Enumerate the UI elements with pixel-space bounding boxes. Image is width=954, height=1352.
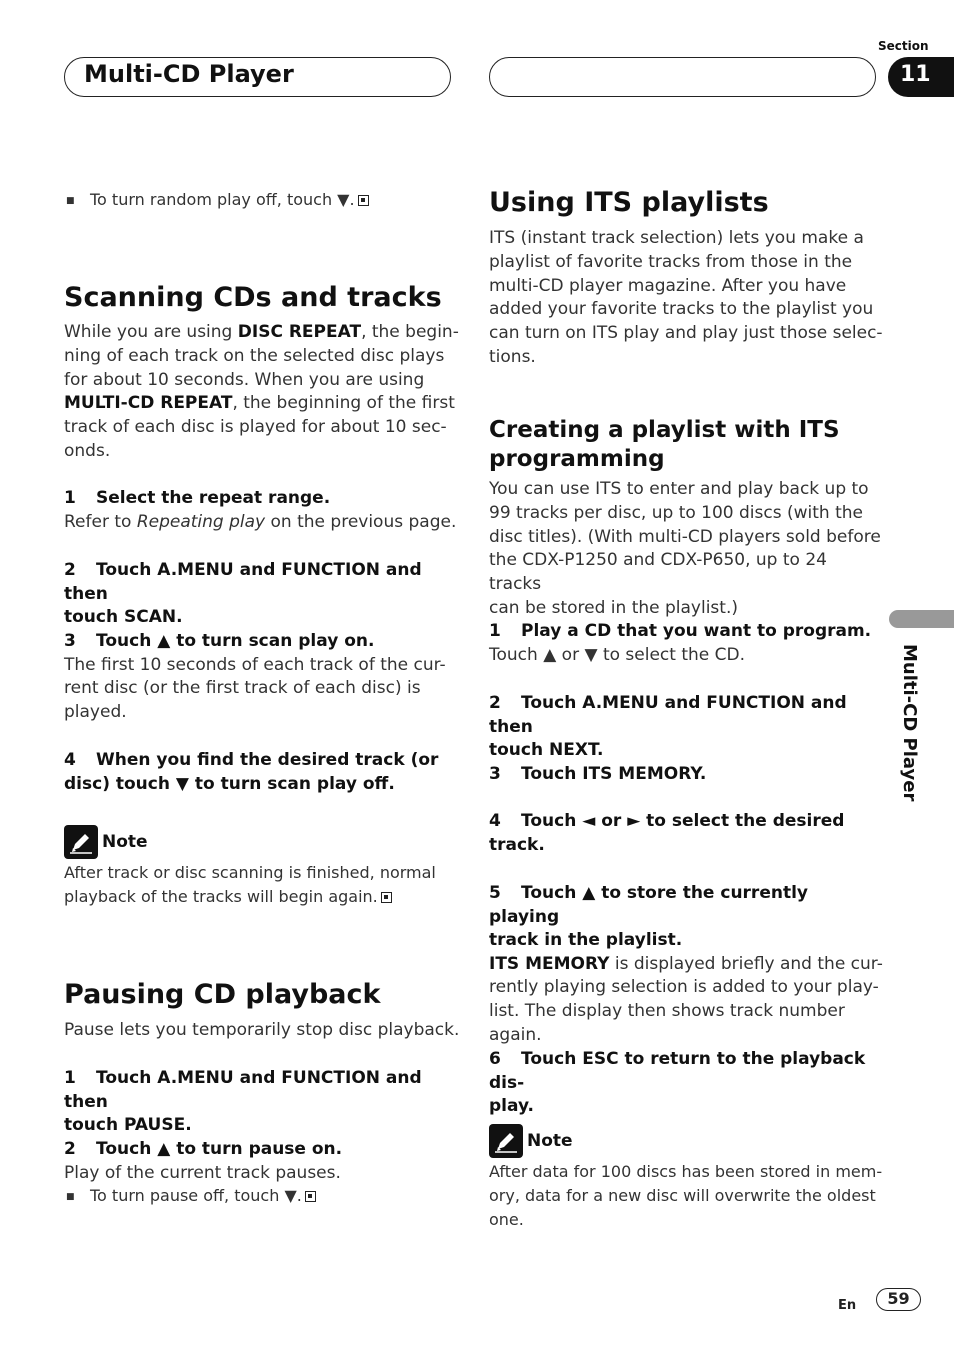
note-pencil-icon (489, 1124, 523, 1158)
side-tab-label: Multi-CD Player (899, 644, 920, 802)
its-intro: ITS (instant track selection) lets you make a playlist of favorite tracks from those in the multi-CD player magazine. After you have added your favorite tracks to the playlist you can turn on ITS play and play just those selec- tions. (489, 228, 883, 367)
side-tab-marker (889, 610, 954, 628)
bullet-icon: ■ (66, 1192, 75, 1203)
note-pencil-icon (64, 825, 98, 859)
header-right-pill (489, 57, 876, 97)
end-mark-icon (381, 892, 392, 903)
page-title: Multi-CD Player (84, 60, 294, 88)
end-mark-icon (358, 195, 369, 206)
language-code: En (838, 1298, 857, 1313)
section-label: Section (878, 39, 929, 53)
pause-step-1: 1 Touch A.MENU and FUNCTION and then touch PAUSE. (64, 1068, 422, 1135)
scan-intro: While you are using DISC REPEAT, the begin- ning of each track on the selected disc plays for about 10 seconds. When you are using MULTI-CD REPEAT, the beginning of the first track of each disc is played for about 10 sec- onds. (64, 322, 459, 461)
its-heading: Using ITS playlists (489, 187, 769, 218)
scan-note: Note After track or disc scanning is finished, normal playback of the tracks will begin again. (64, 825, 464, 909)
scan-step-4: 4 When you find the desired track (or disc) touch ▼ to turn scan play off. (64, 750, 439, 794)
section-number: 11 (888, 57, 954, 97)
create-playlist-heading: Creating a playlist with ITS programming (489, 417, 840, 472)
scan-step-2: 2 Touch A.MENU and FUNCTION and then touch SCAN. (64, 560, 422, 627)
page-number: 59 (876, 1288, 921, 1311)
end-mark-icon (305, 1191, 316, 1202)
create-step-4: 4 Touch ◄ or ► to select the desired track. (489, 811, 845, 855)
random-off-bullet: ■ To turn random play off, touch ▼. (64, 189, 454, 212)
scan-step-1: 1 Select the repeat range. Refer to Repeating play on the previous page. (64, 488, 457, 532)
create-intro: You can use ITS to enter and play back up to 99 tracks per disc, up to 100 discs (with the disc titles). (With multi-CD players sold before the CDX-P1250 and CDX-P650, up to 24 tracks can be stored in the playlist.) (489, 479, 881, 618)
create-step-2: 2 Touch A.MENU and FUNCTION and then touch NEXT. (489, 693, 847, 760)
scan-heading: Scanning CDs and tracks (64, 282, 442, 313)
pause-heading: Pausing CD playback (64, 979, 381, 1010)
create-step-3: 3 Touch ITS MEMORY. (489, 764, 707, 784)
create-step-6: 6 Touch ESC to return to the playback dis- play. (489, 1049, 866, 1116)
pause-step-2: 2 Touch ▲ to turn pause on. Play of the current track pauses. ■ To turn pause off, touch ▼. (64, 1138, 464, 1208)
create-note: Note After data for 100 discs has been stored in mem- ory, data for a new disc will overwrite the oldest one. (489, 1124, 884, 1232)
scan-step-3: 3 Touch ▲ to turn scan play on. The first 10 seconds of each track of the cur- rent disc (or the first track of each disc) is played. (64, 631, 446, 723)
create-step-1: 1 Play a CD that you want to program. Touch ▲ or ▼ to select the CD. (489, 621, 872, 665)
bullet-icon: ■ (66, 196, 75, 206)
create-step-5: 5 Touch ▲ to store the currently playing track in the playlist. ITS MEMORY is displayed briefly and the cur- rently playing selection is added to your play- list. The display then shows track number again. (489, 883, 883, 1045)
pause-intro: Pause lets you temporarily stop disc playback. (64, 1020, 460, 1040)
